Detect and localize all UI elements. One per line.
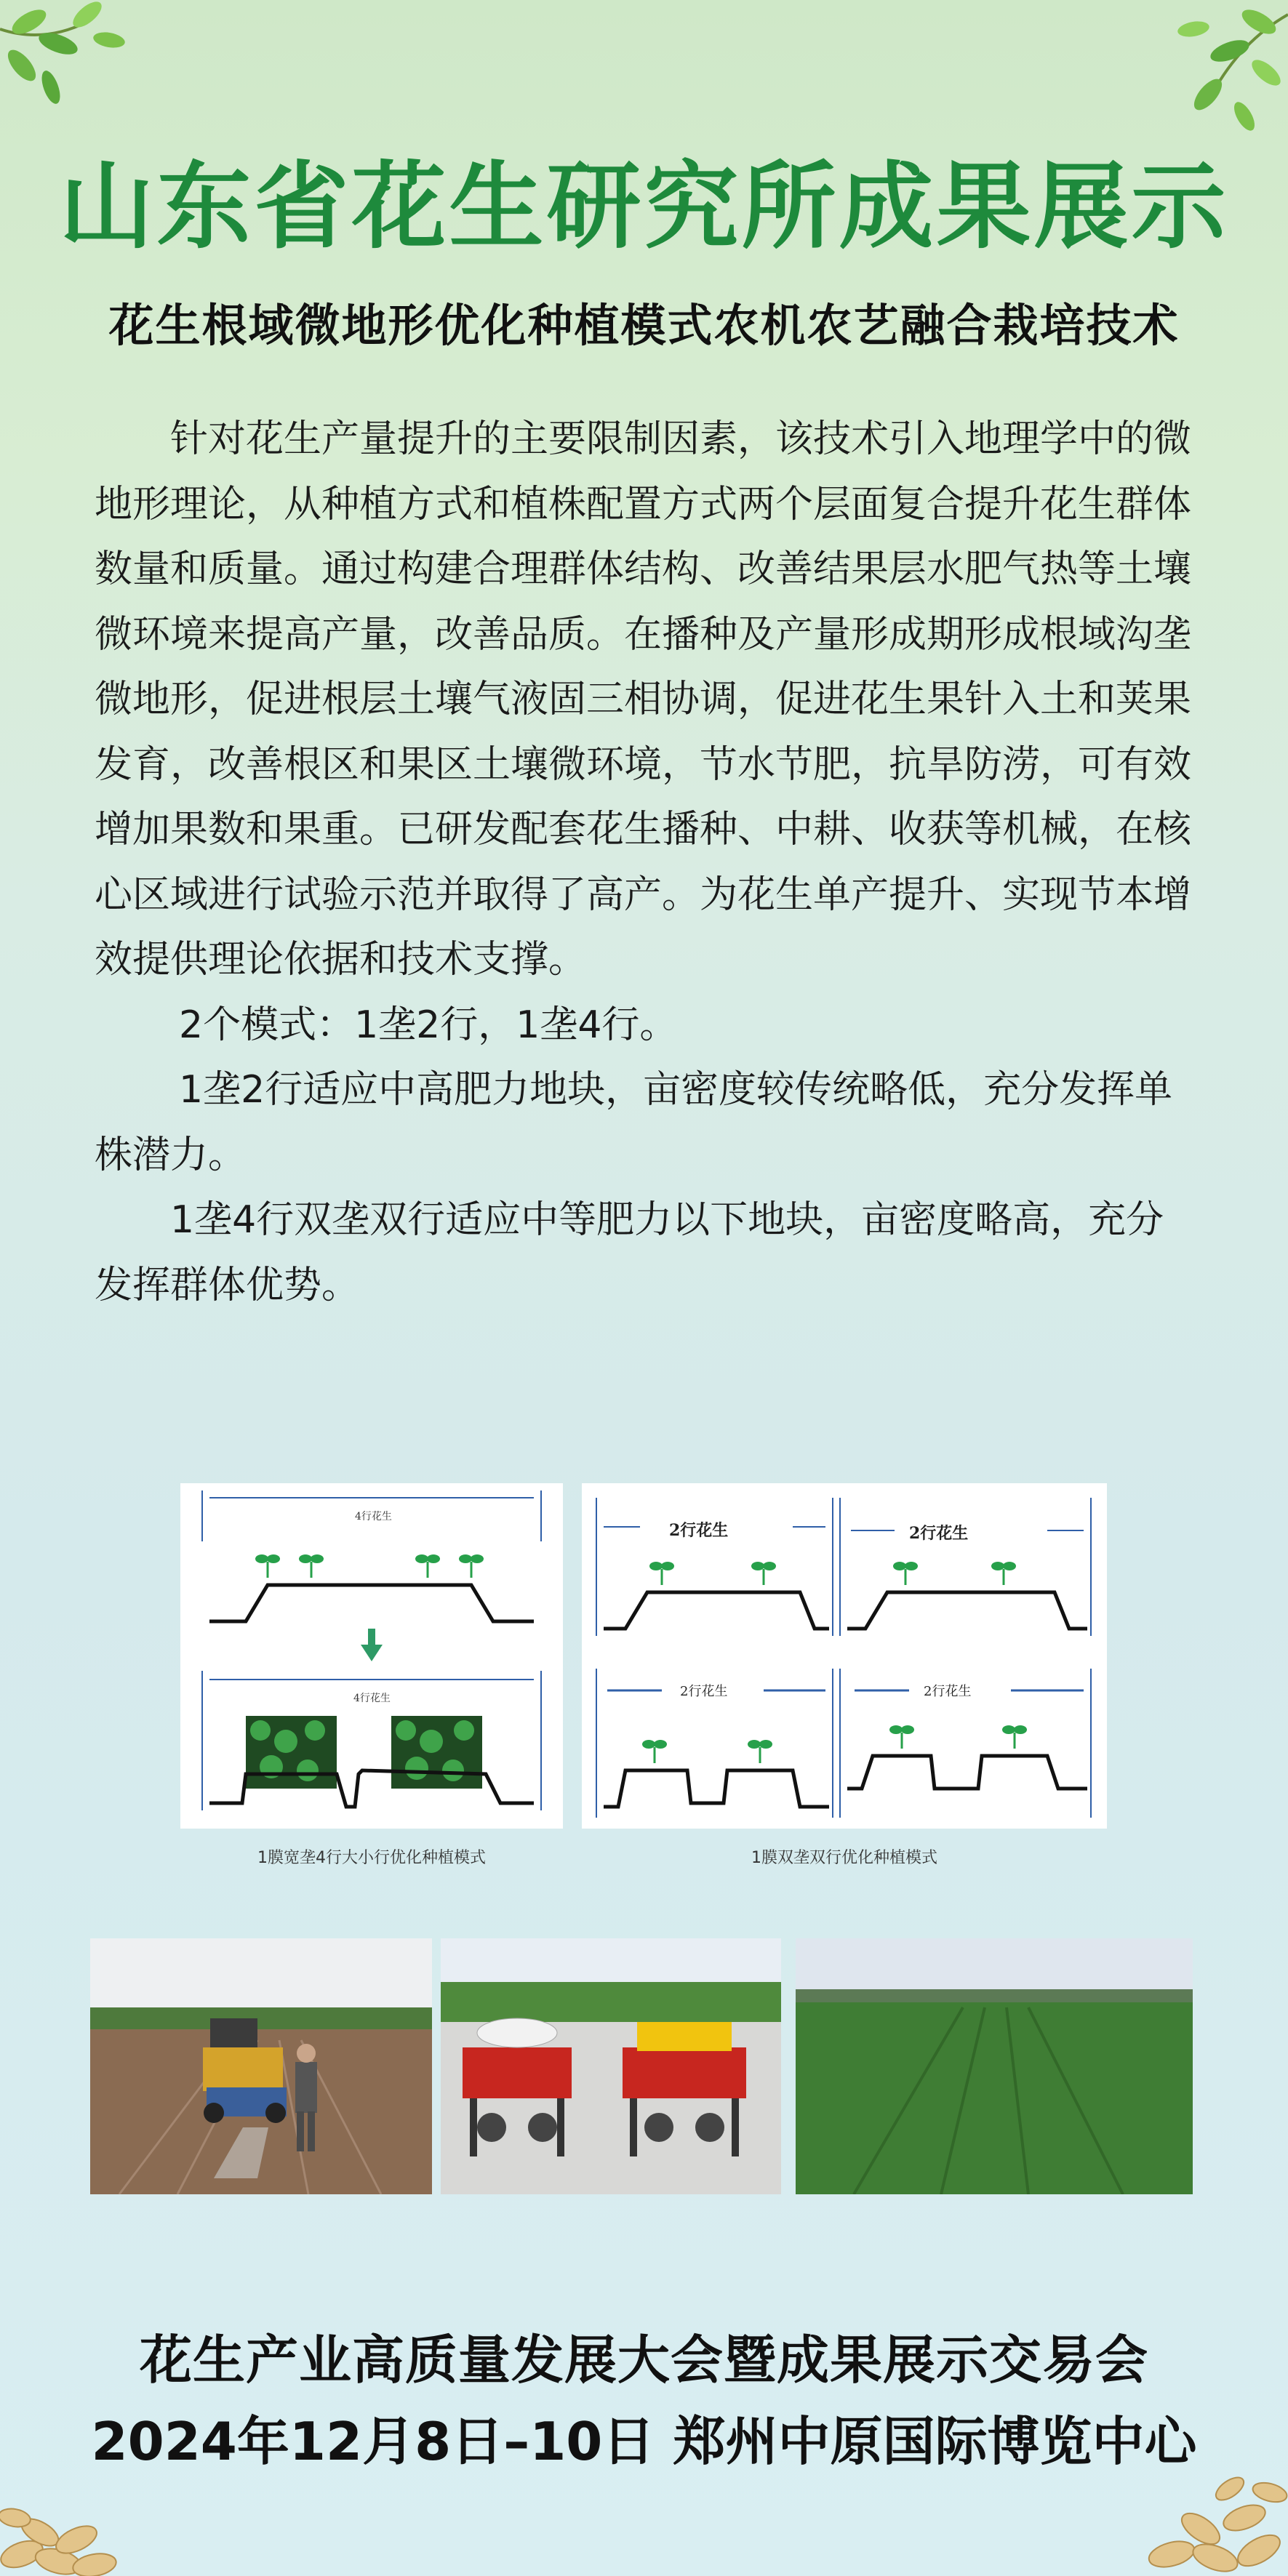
peanut-pile-bottom-left-icon: [0, 2489, 145, 2576]
event-date-venue: 2024年12月8日–10日 郑州中原国际博览中心: [91, 2411, 1197, 2472]
double-ridge-double-row-diagram: [582, 1483, 1107, 1829]
leaf-decoration-top-left-icon: [0, 0, 138, 124]
mode-2row-paragraph: 1垄2行适应中高肥力地块，亩密度较传统略低，充分发挥单株潜力。: [95, 1068, 1173, 1177]
top-4-row-label: 4行花生: [355, 1511, 392, 1522]
left-diagram-caption: 1膜宽垄4行大小行优化种植模式: [257, 1849, 486, 1867]
intro-paragraph: 针对花生产量提升的主要限制因素，该技术引入地理学中的微地形理论，从种植方式和植株配置方式两个层面复合提升花生群体数量和质量。通过构建合理群体结构、改善结果层水肥气热等土壤微环境来提高产量，改善品质。在播种及产量形成期形成根域沟垄微地形，促进根层土壤气液固三相协调，促进花生果针入土和荚果发育，改善根区和果区土壤微环境，节水节肥，抗旱防涝，可有效增加果数和果重。已研发配套花生播种、中耕、收获等机械，在核心区域进行试验示范并取得了高产。为花生单产提升、实现节本增效提供理论依据和技术支撑。: [95, 417, 1192, 982]
modes-paragraph: 2个模式：1垄2行，1垄4行。: [179, 1003, 678, 1047]
bottom-4-row-label: 4行花生: [353, 1693, 391, 1704]
bottom-right-2-row-label: 2行花生: [924, 1684, 972, 1699]
page-title: 山东省花生研究所成果展示: [59, 151, 1229, 262]
tractor-sowing-photo: [90, 1938, 432, 2194]
peanut-pile-bottom-right-icon: [1128, 2467, 1288, 2576]
peanut-seeders-photo: [441, 1938, 781, 2194]
page-subtitle: 花生根域微地形优化种植模式农机农艺融合栽培技术: [108, 299, 1180, 352]
right-diagram-caption: 1膜双垄双行优化种植模式: [751, 1849, 937, 1867]
top-left-2-row-label: 2行花生: [669, 1521, 729, 1540]
mode-4row-paragraph: 1垄4行双垄双行适应中等肥力以下地块，亩密度略高，充分发挥群体优势。: [95, 1198, 1164, 1307]
wide-ridge-4-row-diagram: [180, 1483, 563, 1829]
top-right-2-row-label: 2行花生: [909, 1524, 969, 1543]
peanut-field-photo: [796, 1938, 1193, 2194]
event-name: 花生产业高质量发展大会暨成果展示交易会: [139, 2330, 1148, 2391]
bottom-left-2-row-label: 2行花生: [680, 1684, 728, 1699]
description-text: [95, 407, 1200, 1318]
leaf-decoration-top-right-icon: [1150, 0, 1288, 145]
